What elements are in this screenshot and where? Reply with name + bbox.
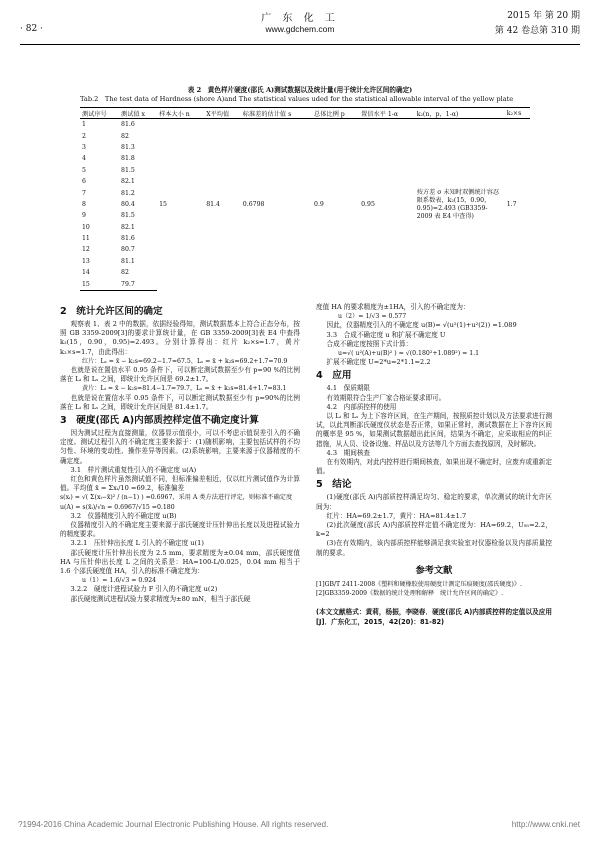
cell-index: 11 [82,235,90,243]
cell-value: 82 [121,269,129,277]
data-table [80,107,530,291]
cell-mean: 81.4 [206,201,220,209]
cell-index: 10 [82,223,90,231]
cell-k2s: 1.7 [506,201,517,209]
subsection-3-3-heading: 3.3 合成不确定度 u 和扩展不确定度 U [326,330,446,339]
paragraph: 以 Lᵢ 和 Lₛ 为上下容许区间，在生产期间，按照质控计划以及方法要求进行测试，以此判断邵氏硬度仪状态是否正常，如果正常时，测试数据在上下容许区间的概率是 95 %，如果测试数据超出此区间，结果为不确定，应采取相应的纠正措施，从人员、设备设施、样品以及方法等几个方面去查找原因，及时解决。 [316,412,552,448]
paragraph: 合成不确定度按照下式计算： [326,339,413,348]
cell-value: 81.3 [121,143,135,151]
cell-index: 7 [82,189,86,197]
cell-index: 1 [82,121,86,129]
cell-value: 81.2 [121,189,135,197]
cell-index: 5 [82,166,86,174]
cell-index: 13 [82,257,90,265]
cell-value: 81.6 [121,235,135,243]
journal-title: 广 东 化 工 [261,13,339,24]
header-conf: 置信水平 1-α [359,108,415,119]
paragraph: 在有效期内，对此内控样进行期间核查，如果出现不确定时，应废弃或重新定值。 [316,458,552,476]
section-5-heading: 5 结论 [316,479,352,491]
cell-n: 15 [159,201,167,209]
table-caption-en: Tab.2 The test data of Hardness (shore A)and The statistical values uded for the statistical allowable interval of the yellow plate [80,95,514,103]
subsection-3-2-1-heading: 3.2.1 压针伸出长度 L 引入的不确定度 u(1) [70,539,204,548]
cell-s: 0.6798 [242,201,265,209]
right-column [316,303,552,627]
formula-u2: u（2）= 1/√3 = 0.577 [338,313,407,321]
formula-uA: u(A) = s(x̄ᵢ)/√n = 0.6967/√15 =0.180 [60,503,175,511]
cell-value: 79.7 [119,278,157,290]
cell-value: 81.8 [121,155,135,163]
cell-index: 4 [82,155,86,163]
cell-value: 81.5 [121,212,135,220]
cell-index: 2 [82,132,86,140]
paragraph: (3)在有效期内，该内部质控样能够满足我实验室对仪器检验以及内部质量控制的要求。 [316,539,552,557]
table-caption [20,86,580,104]
subsection-3-2-heading: 3.2 仪器精度引入的不确定度 u(B) [70,511,177,520]
left-column [60,303,300,604]
cell-index: 6 [82,178,86,186]
paragraph: 也就是说在置信水平 0.95 条件下，可以断定测试数据至少有 p=90%的比例落在 Lᵢ 和 Lₛ 之间，即统计允许区间是 81.4±1.7。 [60,393,300,411]
issue-volume: 第 42 卷总第 310 期 [494,26,580,36]
paragraph: 扩展不确定度 U=2*u=2*1.1=2.2 [326,358,431,367]
header-mean: X平均值 [204,108,241,119]
cell-index: 8 [82,200,86,208]
subsection-4-3-heading: 4.3 期间核查 [326,448,371,457]
paragraph: 邵氏硬度测试进程试验力要求精度为±80 mN，相当于邵氏硬 [70,594,251,603]
subsection-3-1-heading: 3.1 样片测试重复性引入的不确定度 u(A) [70,465,197,474]
paragraph: 观察表 1、表 2 中的数据，依据经验得知，测试数据基本上符合正态分布，按照 GB 3359-2009[3]的要求计算统计量，在 GB 3359-2009[3]表 E4 中查得 k₂(15，0.90，0.95)=2.493。分别计算得出：红片 k₂×s=1.7，黄片 k₂×s=1.7，由此得出： [60,320,300,356]
paragraph: 因此，仪器精度引入的不确定度 u(B)= √(u²(1)+u²(2)) =1.089 [326,321,517,330]
paragraph: 仪器精度引入的不确定度主要来源于邵氏硬度计压针伸出长度以及进程试验力的精度要求。 [60,521,300,539]
paragraph: (1)硬度(邵氏 A)内部质控样满足均匀、稳定的要求，单次测试的统计允许区间为： [316,493,552,511]
header-s: 标准差的估计值 s [241,108,312,119]
section-3-heading: 3 硬度(邵氏 A)内部质控样定值不确定度计算 [60,415,259,427]
paragraph: 邵氏硬度计压针伸出长度为 2.5 mm，要求精度为±0.04 mm，邵氏硬度值 HA 与压针伸出长度 L 之间的关系是：HA=100-L/0.025，0.04 mm 相当于 1.6 个邵氏硬度值 HA，引入的标准不确定度为： [60,548,300,576]
paragraph: (2)此次硬度(邵氏 A)内部质控样定值不确定度为：HA=69.2，U₉₅=2.2，k=2 [316,521,552,539]
paragraph: 红片：HA=69.2±1.7，黄片：HA=81.4±1.7 [326,511,467,520]
header-p: 总体比例 p [312,108,359,119]
page-footer [18,820,580,829]
subsection-3-2-2-heading: 3.2.2 硬度计进程试验力 F 引入的不确定度 u(2) [70,585,218,594]
paragraph: 度值 HA 的要求精度为±1HA，引入的不确定度为： [316,303,470,311]
subsection-4-1-heading: 4.1 保质期限 [326,384,371,393]
cell-value: 82.1 [121,178,135,186]
table-row [80,119,530,131]
issue-year: 2015 年 第 20 期 [507,11,580,21]
citation-format: (本文文献格式：黄莉，杨振，李晓春．硬度(邵氏 A)内部质控样的定值以及应用[J]．广东化工，2015，42(20)：81-82) [316,608,552,626]
formula-stddev: s(xᵢ) = √( Σ(xᵢ−x̄)² / (n−1) ) =0.6967，采用 A 类方法进行评定，则标准不确定度 [60,494,293,502]
formula-yellow: 黄片：Lᵢ = x̄ − k₂s=81.4−1.7=79.7，Lₛ = x̄ + k₂s=81.4+1.7=83.1 [82,385,287,393]
table-header-row [80,108,530,119]
section-2-heading: 2 统计允许区间的确定 [60,306,163,317]
reference-item: [1]GB/T 2411-2008《塑料和硬橡胶使用硬度计测定压痕硬度(邵氏硬度)》. [316,581,522,589]
header-k2: k₂(n，p，1-α) [415,108,505,119]
table-caption-cn: 表 2 黄色样片硬度(邵氏 A)测试数据以及统计量(用于统计允许区间的确定) [187,86,413,94]
cell-value: 81.6 [121,121,135,129]
cell-index: 12 [82,246,90,254]
section-4-heading: 4 应用 [316,370,352,382]
cell-p: 0.9 [314,201,324,209]
cell-index: 9 [82,212,86,220]
copyright-text: ?1994-2016 China Academic Journal Electronic Publishing House. All rights reserved. [18,820,329,829]
running-header [20,8,580,45]
page-number: · 82 · [20,24,43,34]
issue-info [495,9,580,39]
paragraph: 有效期限符合生产厂家合格证要求即可。 [326,393,446,402]
cell-index: 15 [80,278,119,290]
paragraph: 红色和黄色样片虽然测试值不同，但标准偏差相近，仅以红片测试值作为计算值。平均值 x̄ = Σxᵢ/10 =69.2，标准偏差 [60,475,300,493]
paragraph: 因为测试过程为直接测量，仪器显示值很小，可以不考虑示值误差引入的不确定度。测试过程引入的不确定度主要来源于：(1)随机影响，主要包括试样的不均匀性、环境的变动性、操作差异等因素。(2)系统影响，主要来源于仪器精度的不确定度。 [60,429,300,465]
header-index: 测试序号 [80,108,119,119]
formula-red: 红片：Lₛ = x̄ − k₂s=69.2−1.7=67.5，Lₛ = x̄ + k₂s=69.2+1.7=70.9 [82,357,288,365]
header-k2s: k₂×s [505,108,530,119]
cell-value: 82.1 [121,223,135,231]
cell-k2: 按方差 σ 未知时双侧统计容忍限系数表，k₂(15，0.90，0.95)=2.493 (GB3359-2009 表 E4 中查得) [416,188,500,220]
reference-item: [2]GB3359-2009《数据的统计处理和解释 统计允许区间的确定》. [316,590,504,598]
formula-u1: u（1）= 1.6/√3 = 0.924 [82,577,157,585]
header-n: 样本大小 n [157,108,204,119]
cell-value: 81.1 [121,257,135,265]
cnki-url: http://www.cnki.net [511,820,580,829]
references-heading: 参考文献 [415,564,453,576]
cell-index: 14 [82,269,90,277]
subsection-4-2-heading: 4.2 内部质控样的使用 [326,402,397,411]
journal-url: www.gdchem.com [265,24,335,34]
cell-conf: 0.95 [361,201,375,209]
cell-index: 3 [82,143,86,151]
formula-u: u=√( u²(A)+u(B)² ) = √(0.180²+1.089²) = 1.1 [338,350,480,358]
paragraph: 也就是说在置信水平 0.95 条件下，可以断定测试数据至少有 p=90 %的比例落在 Lᵢ 和 Lₛ 之间，即统计允许区间是 69.2±1.7。 [60,366,300,384]
cell-value: 80.4 [121,200,135,208]
header-value: 测试值 x [119,108,157,119]
cell-value: 80.7 [121,246,135,254]
cell-value: 82 [121,132,129,140]
cell-value: 81.5 [121,166,135,174]
